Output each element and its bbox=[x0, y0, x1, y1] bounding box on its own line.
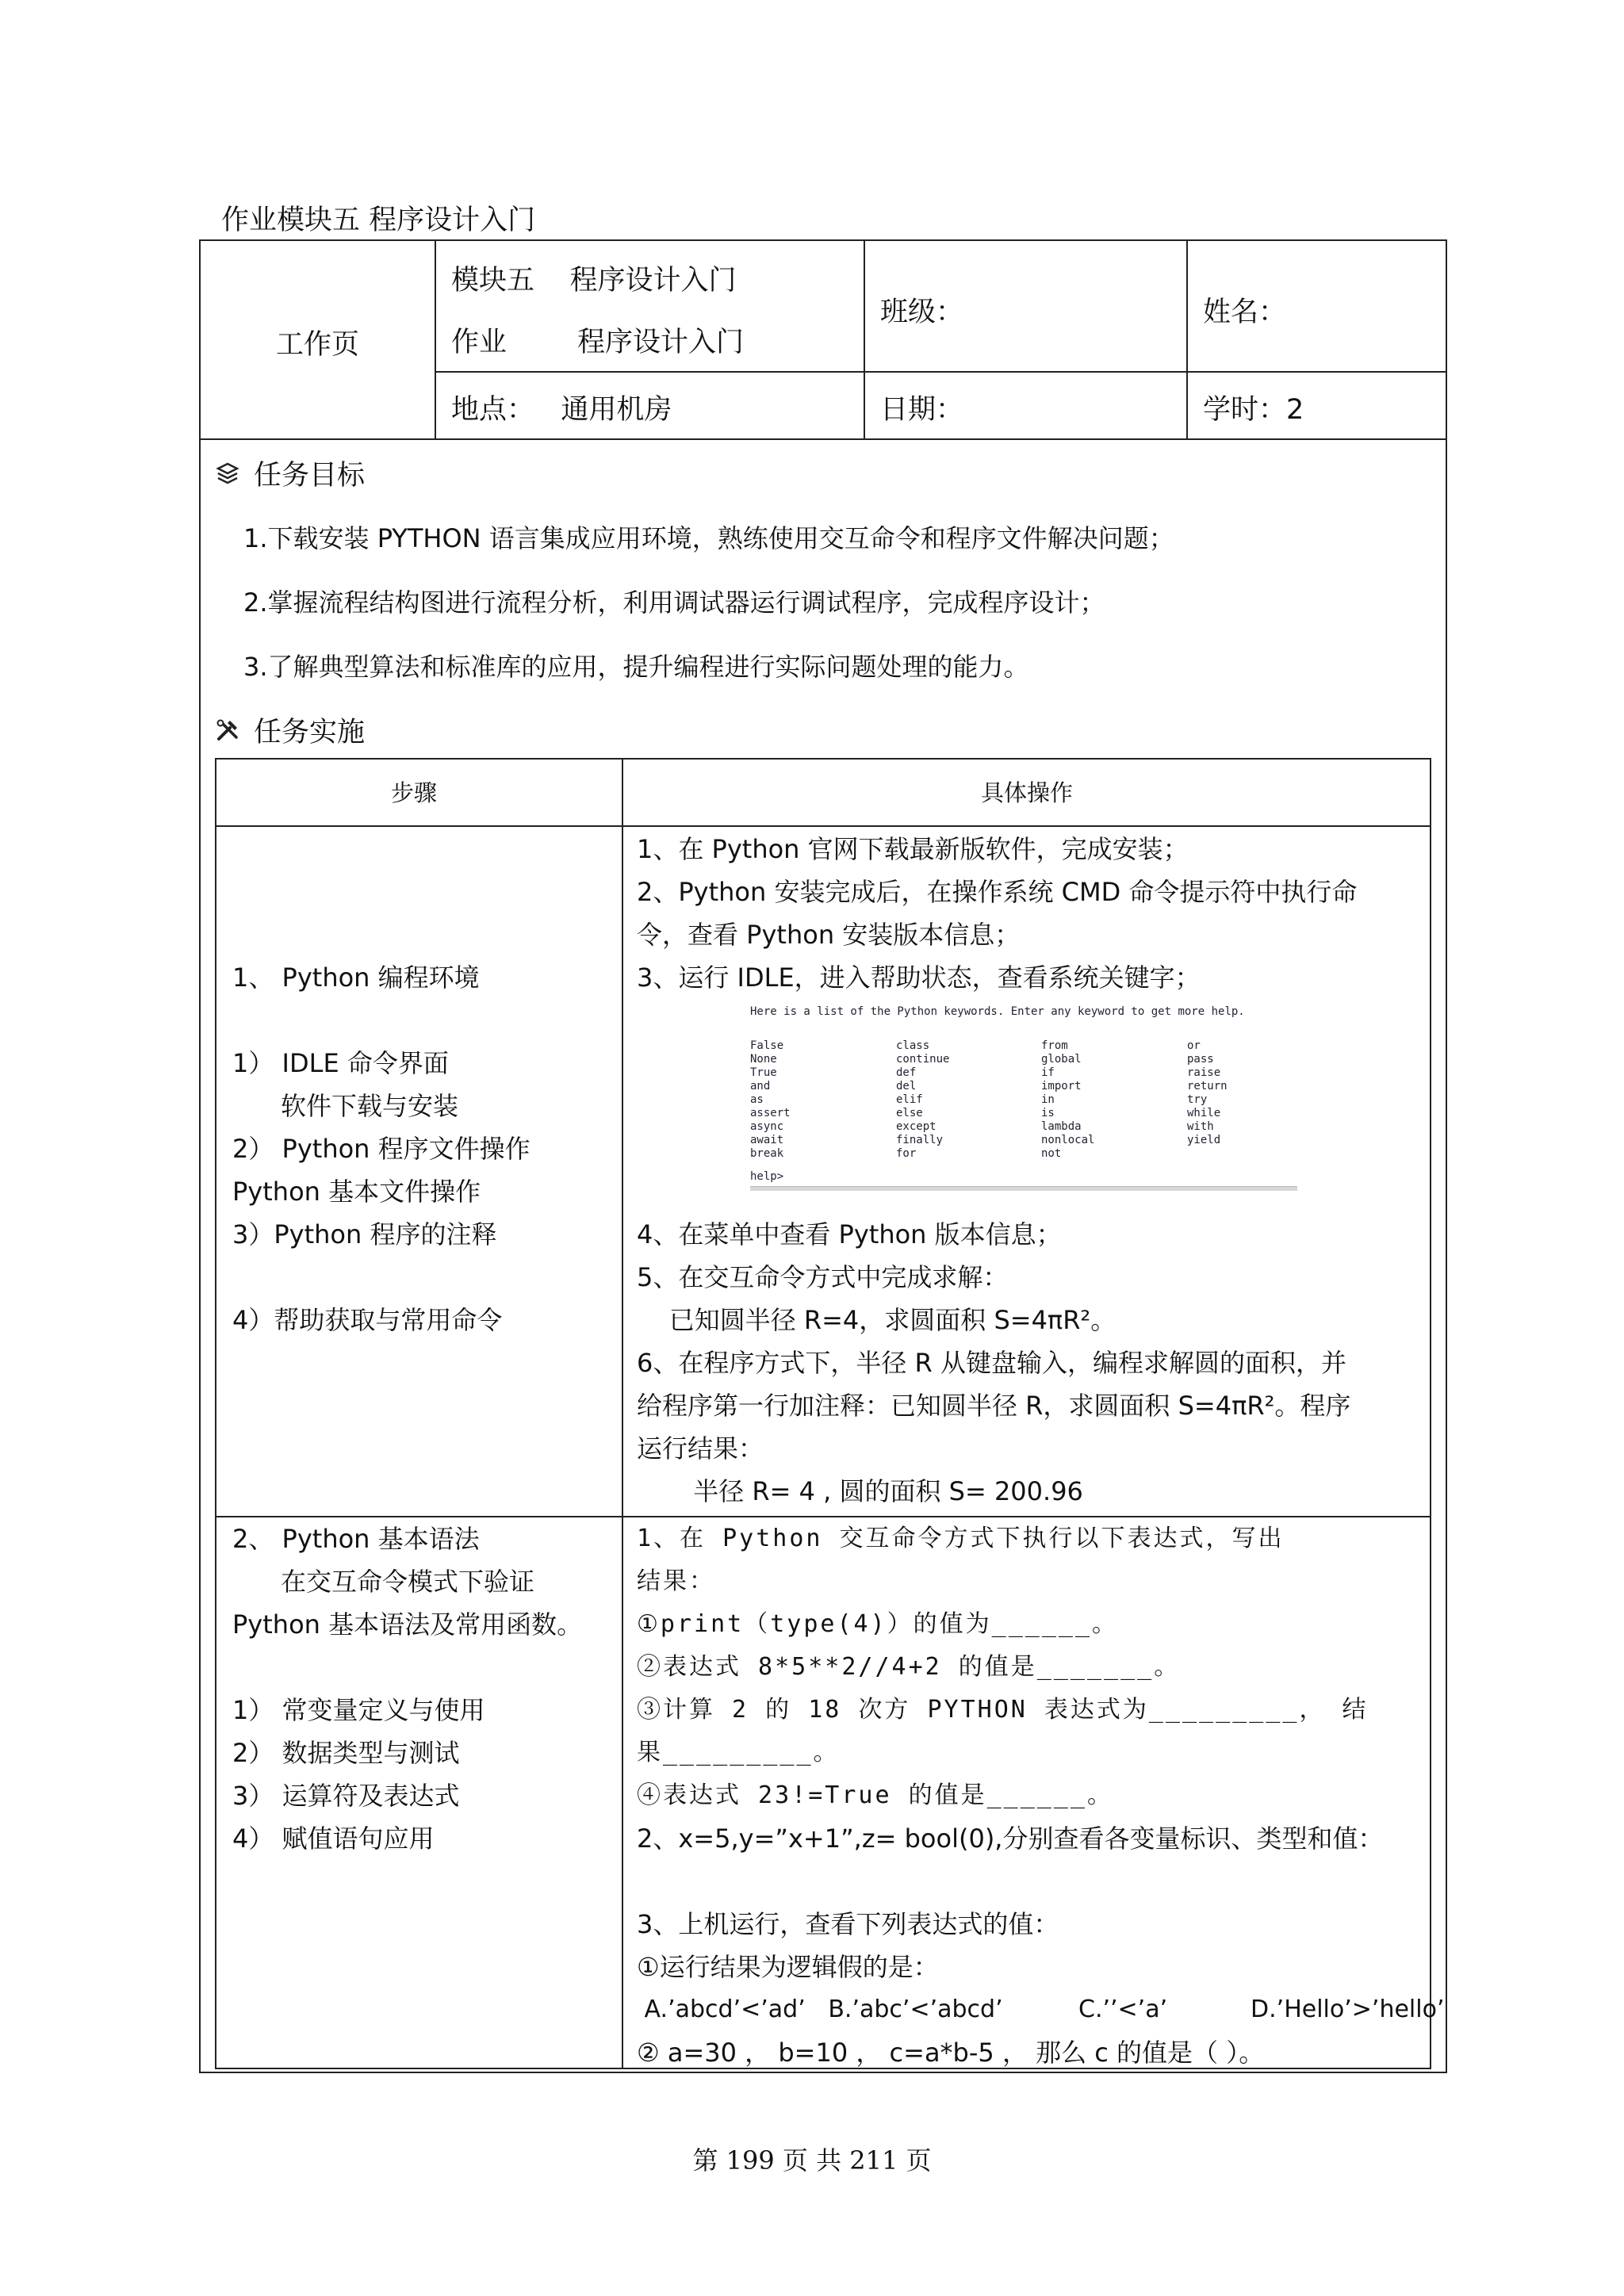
assignment-label: 作业 程序设计入门 bbox=[451, 327, 745, 358]
keyword: global bbox=[1041, 1053, 1082, 1066]
objective-item: 3.了解典型算法和标准库的应用，提升编程进行实际问题处理的能力。 bbox=[243, 652, 1029, 682]
keywords-header: Here is a list of the Python keywords. Enter any keyword to get more help. bbox=[750, 1005, 1245, 1018]
keyword: not bbox=[1041, 1147, 1062, 1160]
list-item: 1、在 Python 交互命令方式下执行以下表达式，写出 bbox=[637, 1525, 1285, 1552]
list-item: 在交互命令模式下验证 bbox=[232, 1567, 535, 1597]
keyword: nonlocal bbox=[1041, 1134, 1095, 1146]
list-item: 3）Python 程序的注释 bbox=[232, 1219, 497, 1249]
list-item: 结果： bbox=[637, 1567, 715, 1595]
module-label: 模块五 程序设计入门 bbox=[451, 265, 737, 297]
implementation-heading: 任务实施 bbox=[216, 710, 365, 750]
keyword: except bbox=[896, 1120, 936, 1133]
keywords-col-4 bbox=[1187, 1039, 1228, 1147]
divider bbox=[215, 825, 1431, 827]
list-item: 4） 赋值语句应用 bbox=[232, 1823, 435, 1854]
list-item: 2） 数据类型与测试 bbox=[232, 1738, 460, 1768]
keyword: in bbox=[1041, 1093, 1055, 1106]
keyword: else bbox=[896, 1107, 923, 1119]
list-item: 1） IDLE 命令界面 bbox=[232, 1048, 449, 1078]
keyword: True bbox=[750, 1066, 777, 1079]
keyword: or bbox=[1187, 1039, 1201, 1052]
python-keywords-screenshot bbox=[750, 1005, 1305, 1196]
keyword: return bbox=[1187, 1080, 1228, 1093]
keywords-col-3 bbox=[1041, 1039, 1094, 1161]
list-item: 1） 常变量定义与使用 bbox=[232, 1695, 485, 1725]
work-page-label: 工作页 bbox=[276, 329, 360, 361]
list-item: 运行结果： bbox=[637, 1433, 764, 1464]
objective-item: 1.下载安装 PYTHON 语言集成应用环境，熟练使用交互命令和程序文件解决问题； bbox=[243, 523, 1174, 553]
list-item: 6、在程序方式下，半径 R 从键盘输入，编程求解圆的面积，并 bbox=[637, 1348, 1346, 1378]
list-item: 3、上机运行，查看下列表达式的值： bbox=[637, 1909, 1059, 1939]
keywords-col-2 bbox=[896, 1039, 949, 1161]
hours-label: 学时：2 bbox=[1203, 394, 1304, 426]
list-item: 2、x=5,y=”x+1”,z= bool(0),分别查看各变量标识、类型和值： bbox=[637, 1823, 1384, 1854]
keyword: pass bbox=[1187, 1053, 1214, 1066]
list-item: 2、Python 安装完成后，在操作系统 CMD 命令提示符中执行命 bbox=[637, 877, 1358, 907]
list-item: 已知圆半径 R=4，求圆面积 S=4πR²。 bbox=[637, 1305, 1116, 1335]
list-item: 4）帮助获取与常用命令 bbox=[232, 1305, 503, 1335]
help-prompt: help> bbox=[750, 1170, 784, 1183]
list-item: 果_________。 bbox=[637, 1739, 840, 1766]
keyword: elif bbox=[896, 1093, 923, 1106]
list-item: ② a=30 ， b=10 ， c=a*b-5 ， 那么 c 的值是（ ）。 bbox=[637, 2038, 1265, 2068]
keyword: if bbox=[1041, 1066, 1055, 1079]
list-item: ①print（type(4)）的值为______。 bbox=[637, 1610, 1119, 1638]
keyword: del bbox=[896, 1080, 917, 1093]
keyword: with bbox=[1187, 1120, 1214, 1133]
keyword: for bbox=[896, 1147, 917, 1160]
list-item: 5、在交互命令方式中完成求解： bbox=[637, 1262, 1009, 1292]
keywords-col-1 bbox=[750, 1039, 791, 1161]
list-item: 4、在菜单中查看 Python 版本信息； bbox=[637, 1219, 1062, 1249]
keyword: yield bbox=[1187, 1134, 1221, 1146]
list-item: 3） 运算符及表达式 bbox=[232, 1781, 460, 1811]
keyword: def bbox=[896, 1066, 917, 1079]
keyword: and bbox=[750, 1080, 771, 1093]
list-item: Python 基本文件操作 bbox=[232, 1177, 481, 1207]
class-label: 班级： bbox=[880, 297, 964, 328]
divider bbox=[435, 371, 1447, 373]
list-item: 2） Python 程序文件操作 bbox=[232, 1134, 530, 1164]
operations-header: 具体操作 bbox=[981, 779, 1074, 806]
scrollbar bbox=[750, 1186, 1297, 1191]
keyword: from bbox=[1041, 1039, 1068, 1052]
keyword: is bbox=[1041, 1107, 1055, 1119]
keyword: break bbox=[750, 1147, 784, 1160]
divider bbox=[1186, 239, 1188, 438]
list-item: 软件下载与安装 bbox=[232, 1091, 459, 1121]
page-number: 第 199 页 共 211 页 bbox=[692, 2145, 932, 2175]
list-item: 3、运行 IDLE，进入帮助状态，查看系统关键字； bbox=[637, 962, 1201, 993]
list-item: 2、 Python 基本语法 bbox=[232, 1524, 480, 1554]
list-item: ②表达式 8*5**2//4+2 的值是_______。 bbox=[637, 1653, 1181, 1681]
objectives-heading: 任务目标 bbox=[216, 453, 365, 493]
list-item: 1、 Python 编程环境 bbox=[232, 962, 480, 993]
keyword: raise bbox=[1187, 1066, 1221, 1079]
objective-item: 2.掌握流程结构图进行流程分析，利用调试器运行调试程序，完成程序设计； bbox=[243, 587, 1105, 618]
list-item: 令，查看 Python 安装版本信息； bbox=[637, 920, 1021, 950]
keyword: None bbox=[750, 1053, 777, 1066]
divider bbox=[435, 239, 436, 438]
keyword: while bbox=[1187, 1107, 1221, 1119]
keyword: False bbox=[750, 1039, 784, 1052]
list-item: ①运行结果为逻辑假的是： bbox=[637, 1952, 939, 1982]
divider bbox=[622, 758, 623, 2069]
date-label: 日期： bbox=[880, 394, 964, 426]
location-label: 地点： 通用机房 bbox=[451, 394, 672, 426]
divider bbox=[864, 239, 865, 438]
keyword: as bbox=[750, 1093, 764, 1106]
list-item: 给程序第一行加注释：已知圆半径 R，求圆面积 S=4πR²。程序 bbox=[637, 1391, 1351, 1421]
tools-icon bbox=[216, 718, 239, 742]
steps-header: 步骤 bbox=[391, 779, 438, 806]
keyword: await bbox=[750, 1134, 784, 1146]
name-label: 姓名： bbox=[1203, 297, 1287, 328]
keyword: assert bbox=[750, 1107, 791, 1119]
list-item: 1、在 Python 官网下载最新版软件，完成安装； bbox=[637, 834, 1189, 864]
layers-icon bbox=[216, 461, 239, 485]
keyword: lambda bbox=[1041, 1120, 1082, 1133]
keyword: class bbox=[896, 1039, 930, 1052]
divider bbox=[199, 438, 1447, 440]
list-item: Python 基本语法及常用函数。 bbox=[232, 1609, 583, 1640]
keyword: finally bbox=[896, 1134, 944, 1146]
list-item: 半径 R= 4 , 圆的面积 S= 200.96 bbox=[637, 1476, 1083, 1506]
page-title: 作业模块五 程序设计入门 bbox=[221, 205, 536, 236]
keyword: try bbox=[1187, 1093, 1208, 1106]
list-item: ③计算 2 的 18 次方 PYTHON 表达式为_________， 结 bbox=[637, 1696, 1369, 1724]
keyword: async bbox=[750, 1120, 784, 1133]
list-item: A.’abcd’<’ad’ B.’abc’<’abcd’ C.’’<’a’ D.’Hello’>’hello’ bbox=[637, 1996, 1445, 2023]
keyword: continue bbox=[896, 1053, 950, 1066]
keyword: import bbox=[1041, 1080, 1082, 1093]
list-item: ④表达式 23!=True 的值是______。 bbox=[637, 1781, 1113, 1809]
